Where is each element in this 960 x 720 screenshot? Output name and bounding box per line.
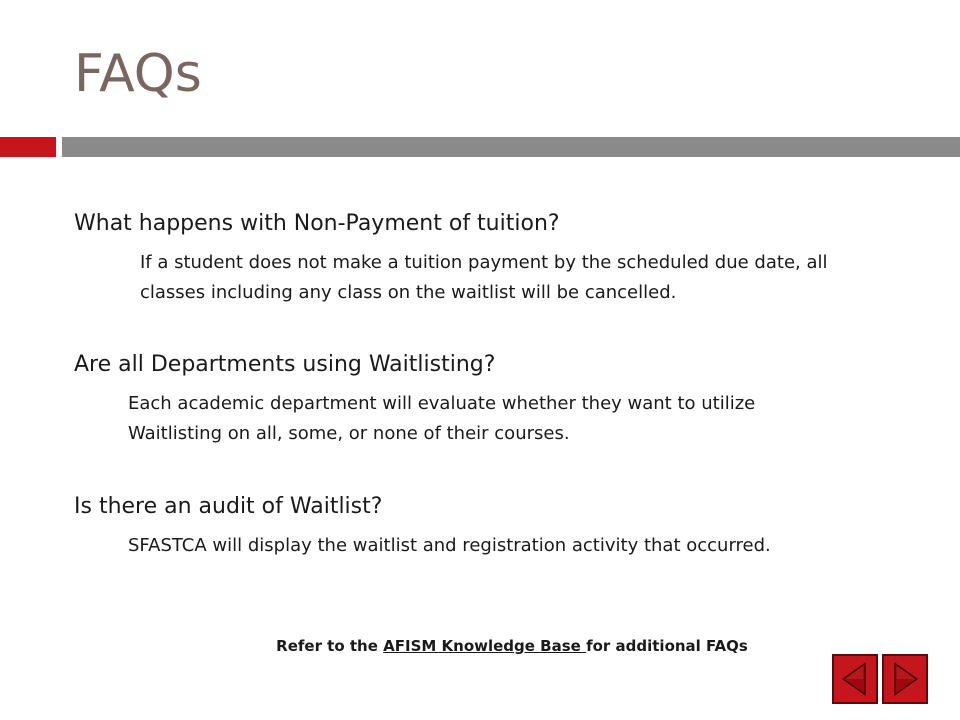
knowledge-base-link[interactable]: AFISM Knowledge Base <box>383 637 587 655</box>
header-accent-bar <box>0 137 56 157</box>
faq-answer-audit <box>128 531 771 561</box>
next-slide-button[interactable] <box>882 654 928 704</box>
footer-prefix: Refer to the <box>276 637 384 655</box>
header-divider-bar <box>62 137 960 157</box>
triangle-right-icon <box>884 656 926 702</box>
answer-line: Waitlisting on all, some, or none of their courses. <box>128 423 570 444</box>
faq-question-departments: Are all Departments using Waitlisting? <box>74 352 496 377</box>
answer-line: SFASTCA will display the waitlist and registration activity that occurred. <box>128 535 771 556</box>
page-title: FAQs <box>74 44 202 104</box>
answer-line: Each academic department will evaluate whether they want to utilize <box>128 393 756 414</box>
faq-question-audit: Is there an audit of Waitlist? <box>74 494 383 519</box>
triangle-left-icon <box>834 656 876 702</box>
answer-line: classes including any class on the waitlist will be cancelled. <box>140 282 677 303</box>
previous-slide-button[interactable] <box>832 654 878 704</box>
faq-question-nonpayment: What happens with Non-Payment of tuition? <box>74 211 560 236</box>
answer-line: If a student does not make a tuition payment by the scheduled due date, all <box>140 252 828 273</box>
footer-suffix: for additional FAQs <box>586 637 748 655</box>
faq-answer-nonpayment <box>140 248 828 308</box>
footer-note <box>0 637 960 655</box>
faq-answer-departments <box>128 389 755 449</box>
